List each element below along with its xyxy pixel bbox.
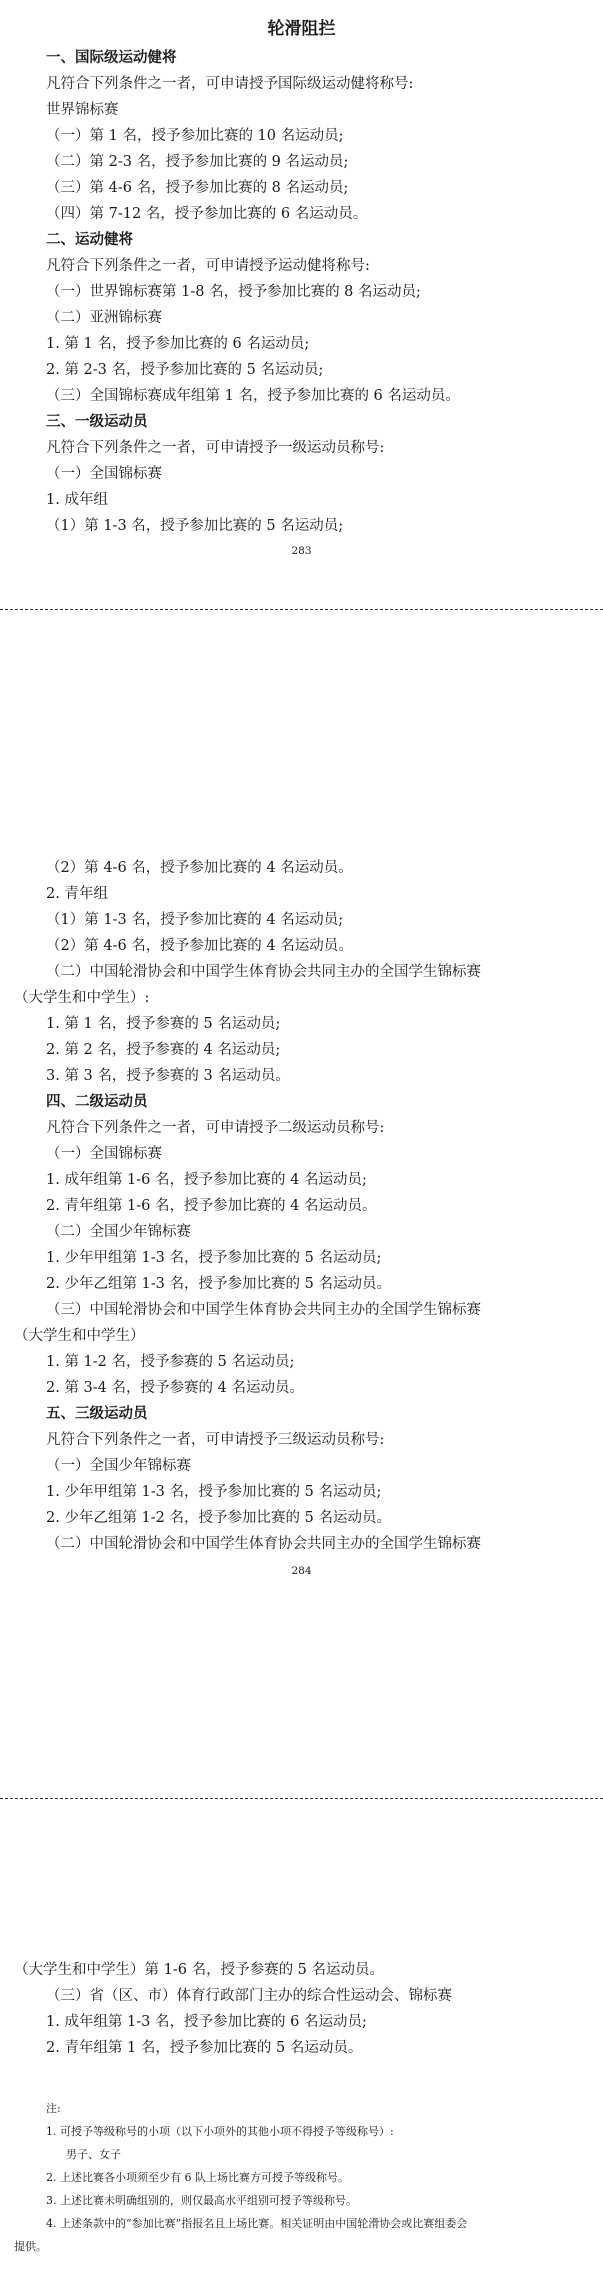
page-break-divider (0, 1798, 603, 1799)
text-line: （四）第 7-12 名，授予参加比赛的 6 名运动员。 (46, 206, 368, 222)
text-line: （三）省（区、市）体育行政部门主办的综合性运动会、锦标赛 (46, 1988, 452, 2004)
text-line: 1. 少年甲组第 1-3 名，授予参加比赛的 5 名运动员; (46, 1250, 382, 1266)
text-line: 1. 第 1 名，授予参加比赛的 6 名运动员; (46, 336, 310, 352)
text-line: 世界锦标赛 (46, 102, 119, 118)
text-line: 1. 第 1-2 名，授予参赛的 5 名运动员; (46, 1354, 295, 1370)
heading-second-class: 四、二级运动员 (46, 1094, 148, 1110)
text-line: 1. 少年甲组第 1-3 名，授予参加比赛的 5 名运动员; (46, 1484, 382, 1500)
text-line: 3. 第 3 名，授予参赛的 3 名运动员。 (46, 1068, 290, 1084)
text-line: 凡符合下列条件之一者，可申请授予二级运动员称号: (46, 1120, 385, 1136)
text-line: 1. 成年组第 1-3 名，授予参加比赛的 6 名运动员; (46, 2014, 367, 2030)
notes-label: 注: (46, 2102, 61, 2115)
document-title: 轮滑阻拦 (267, 19, 336, 39)
page-break-divider (0, 609, 603, 610)
text-line: （二）中国轮滑协会和中国学生体育协会共同主办的全国学生锦标赛 (46, 1536, 481, 1552)
heading-international-master: 一、国际级运动健将 (46, 50, 177, 66)
text-line: （二）全国少年锦标赛 (46, 1224, 191, 1240)
text-line: （三）第 4-6 名，授予参加比赛的 8 名运动员; (46, 180, 349, 196)
text-line: （二）亚洲锦标赛 (46, 310, 162, 326)
text-line: 凡符合下列条件之一者，可申请授予一级运动员称号: (46, 440, 385, 456)
text-line: 凡符合下列条件之一者，可申请授予三级运动员称号: (46, 1432, 385, 1448)
heading-master: 二、运动健将 (46, 232, 133, 248)
note-item: 提供。 (14, 2240, 47, 2253)
heading-first-class: 三、一级运动员 (46, 414, 148, 430)
text-line: 1. 成年组 (46, 492, 108, 508)
note-item: 3. 上述比赛未明确组别的，则仅最高水平组别可授予等级称号。 (46, 2194, 357, 2207)
text-line: （一）第 1 名，授予参加比赛的 10 名运动员; (46, 128, 344, 144)
note-item: 2. 上述比赛各小项须至少有 6 队上场比赛方可授予等级称号。 (46, 2171, 349, 2184)
text-line: 2. 少年乙组第 1-3 名，授予参加比赛的 5 名运动员。 (46, 1276, 391, 1292)
text-line: （一）全国少年锦标赛 (46, 1458, 191, 1474)
text-line: （大学生和中学生）第 1-6 名，授予参赛的 5 名运动员。 (14, 1962, 385, 1978)
text-line: （1）第 1-3 名，授予参加比赛的 4 名运动员; (46, 912, 344, 928)
page-number: 283 (291, 545, 312, 557)
text-line: 2. 少年乙组第 1-2 名，授予参加比赛的 5 名运动员。 (46, 1510, 391, 1526)
note-item: 4. 上述条款中的“参加比赛”指报名且上场比赛。相关证明由中国轮滑协会或比赛组委会 (46, 2217, 468, 2230)
text-line: （三）中国轮滑协会和中国学生体育协会共同主办的全国学生锦标赛 (46, 1302, 481, 1318)
text-line: 1. 第 1 名，授予参赛的 5 名运动员; (46, 1016, 281, 1032)
text-line: （1）第 1-3 名，授予参加比赛的 5 名运动员; (46, 518, 344, 534)
text-line: （二）第 2-3 名，授予参加比赛的 9 名运动员; (46, 154, 349, 170)
text-line: （大学生和中学生） (14, 1328, 145, 1344)
heading-third-class: 五、三级运动员 (46, 1406, 148, 1422)
text-line: 2. 第 2 名，授予参赛的 4 名运动员; (46, 1042, 281, 1058)
text-line: （2）第 4-6 名，授予参加比赛的 4 名运动员。 (46, 938, 353, 954)
text-line: 凡符合下列条件之一者，可申请授予国际级运动健将称号: (46, 76, 414, 92)
text-line: （一）全国锦标赛 (46, 466, 162, 482)
text-line: 2. 第 3-4 名，授予参赛的 4 名运动员。 (46, 1380, 304, 1396)
note-item: 1. 可授予等级称号的小项（以下小项外的其他小项不得授予等级称号）: (46, 2125, 394, 2138)
text-line: 2. 青年组第 1 名，授予参加比赛的 5 名运动员。 (46, 2040, 363, 2056)
note-item: 男子、女子 (66, 2148, 121, 2161)
text-line: 1. 成年组第 1-6 名，授予参加比赛的 4 名运动员; (46, 1172, 367, 1188)
text-line: 2. 青年组第 1-6 名，授予参加比赛的 4 名运动员。 (46, 1198, 377, 1214)
text-line: （一）全国锦标赛 (46, 1146, 162, 1162)
text-line: （一）世界锦标赛第 1-8 名，授予参加比赛的 8 名运动员; (46, 284, 421, 300)
text-line: （2）第 4-6 名，授予参加比赛的 4 名运动员。 (46, 860, 353, 876)
text-line: 凡符合下列条件之一者，可申请授予运动健将称号: (46, 258, 370, 274)
text-line: 2. 青年组 (46, 886, 108, 902)
text-line: （大学生和中学生）: (14, 990, 150, 1006)
page-number: 284 (291, 1565, 312, 1577)
text-line: （三）全国锦标赛成年组第 1 名，授予参加比赛的 6 名运动员。 (46, 388, 460, 404)
text-line: （二）中国轮滑协会和中国学生体育协会共同主办的全国学生锦标赛 (46, 964, 481, 980)
text-line: 2. 第 2-3 名，授予参加比赛的 5 名运动员; (46, 362, 324, 378)
